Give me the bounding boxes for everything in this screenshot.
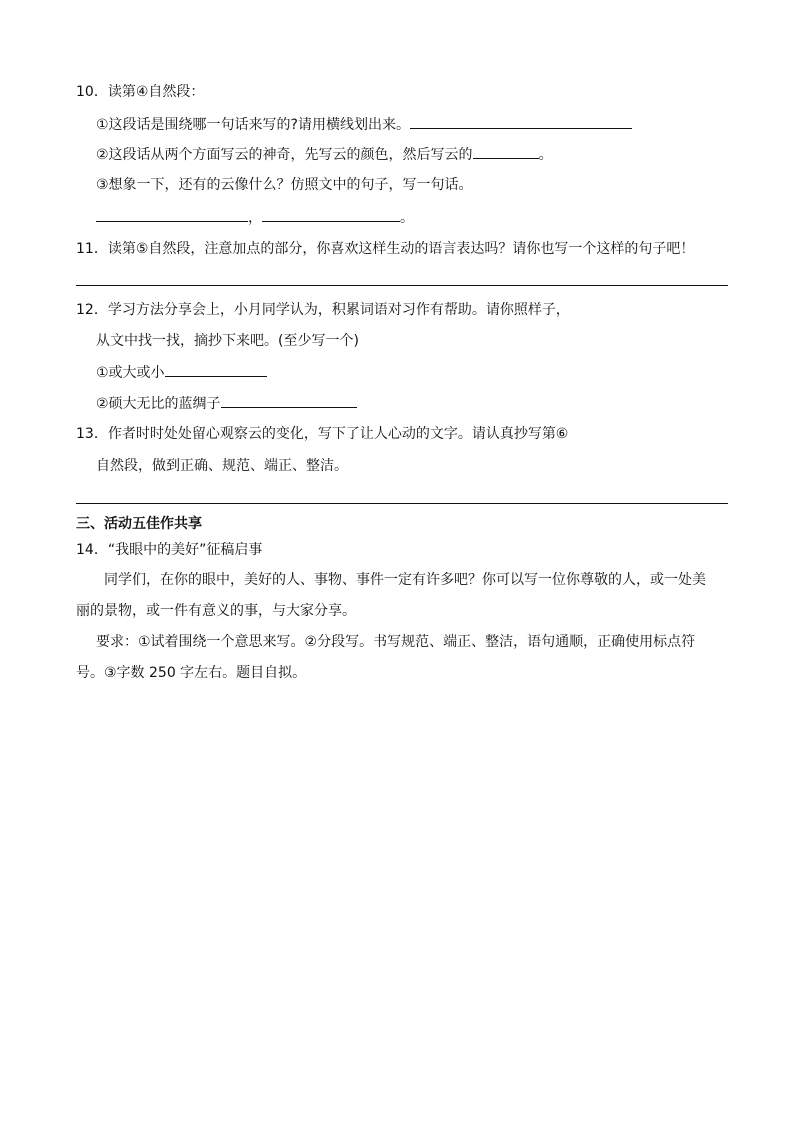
answer-blank[interactable] [221, 393, 357, 408]
question-14-requirements-2: 号。③字数 250 字左右。题目自拟。 [76, 665, 307, 681]
answer-blank[interactable] [165, 362, 267, 377]
answer-rule[interactable] [76, 503, 728, 504]
question-12-title: 12．学习方法分享会上，小月同学认为，积累词语对习作有帮助。请你照样子， [76, 302, 570, 318]
question-10-sub2-text: ②这段话从两个方面写云的神奇，先写云的颜色，然后写云的 [96, 147, 473, 163]
question-14-para-1: 同学们，在你的眼中，美好的人、事物、事件一定有许多吧？你可以写一位你尊敬的人，或一处美 [104, 572, 706, 588]
period: 。 [400, 210, 414, 226]
question-10-sub1-text: ①这段话是围绕哪一句话来写的?请用横线划出来。 [96, 117, 410, 133]
question-14-para-2: 丽的景物，或一件有意义的事，与大家分享。 [76, 603, 356, 619]
section-3-heading: 三、活动五佳作共享 [76, 516, 202, 532]
answer-blank[interactable] [262, 207, 400, 222]
answer-blank[interactable] [410, 114, 632, 129]
question-14-title: 14．“我眼中的美好”征稿启事 [76, 542, 263, 558]
question-10-sub2-end: 。 [538, 147, 553, 163]
answer-blank[interactable] [473, 144, 539, 159]
question-12-example-1 [96, 362, 267, 382]
question-13-title: 13．作者时时处处留心观察云的变化，写下了让人心动的文字。请认真抄写第⑥ [76, 426, 569, 442]
question-10-title: 10．读第④自然段： [76, 84, 205, 100]
question-10-sub1 [96, 114, 632, 134]
comma: ， [248, 210, 262, 226]
question-10-sub2 [96, 144, 553, 164]
question-10-sub3-answer-line [96, 207, 414, 227]
question-11-title: 11．读第⑤自然段，注意加点的部分，你喜欢这样生动的语言表达吗？请你也写一个这样的句子吧！ [76, 241, 695, 257]
answer-blank[interactable] [96, 207, 248, 222]
question-14-requirements-1: 要求：①试着围绕一个意思来写。②分段写。书写规范、端正、整洁，语句通顺，正确使用标点符 [96, 634, 696, 650]
answer-rule[interactable] [76, 285, 728, 286]
example-1-text: ①或大或小 [96, 365, 165, 381]
question-12-example-2 [96, 393, 357, 413]
question-12-line2: 从文中找一找，摘抄下来吧。(至少写一个) [96, 333, 359, 349]
question-13-line2: 自然段，做到正确、规范、端正、整洁。 [96, 458, 348, 474]
question-10-sub3: ③想象一下，还有的云像什么？仿照文中的句子，写一句话。 [96, 177, 473, 193]
example-2-text: ②硕大无比的蓝绸子 [96, 396, 221, 412]
